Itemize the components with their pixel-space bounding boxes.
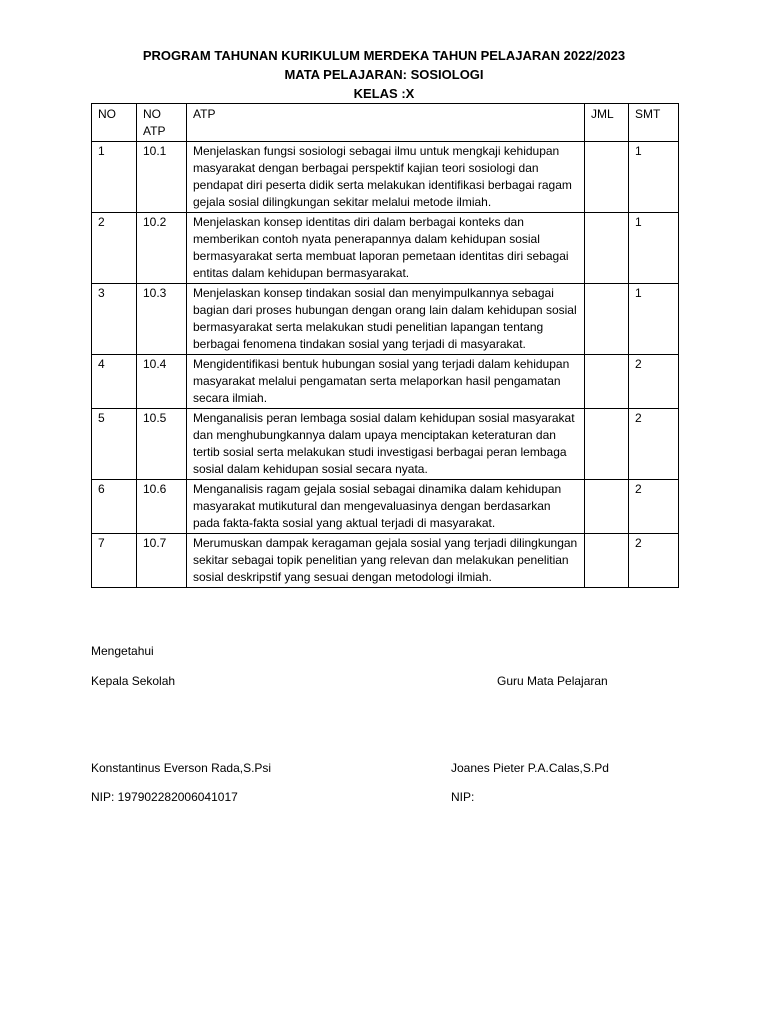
cell-no: 6: [92, 480, 137, 534]
class-title: KELAS :X: [353, 86, 415, 101]
cell-smt: 1: [629, 213, 679, 284]
atp-table: [91, 103, 679, 588]
cell-smt: 1: [629, 142, 679, 213]
cell-jml: [585, 284, 629, 355]
cell-smt: 1: [629, 284, 679, 355]
cell-jml: [585, 355, 629, 409]
cell-no: 5: [92, 409, 137, 480]
table-row: [92, 355, 679, 409]
cell-no: 7: [92, 534, 137, 588]
mengetahui-label: Mengetahui: [91, 644, 154, 658]
table-row: [92, 409, 679, 480]
cell-no: 4: [92, 355, 137, 409]
table-row: [92, 480, 679, 534]
subject-title: MATA PELAJARAN: SOSIOLOGI: [284, 67, 484, 82]
cell-atp: Menganalisis peran lembaga sosial dalam kehidupan sosial masyarakat dan menghubungkannya dalam upaya menciptakan keteraturan dan tertib sosial serta melakukan studi investigasi berbagai peran lembaga sosial dalam kehidupan sosial secara nyata.: [187, 409, 585, 480]
cell-no-atp: 10.2: [137, 213, 187, 284]
cell-atp: Menganalisis ragam gejala sosial sebagai dinamika dalam kehidupan masyarakat mutikutural dan mengevaluasinya dengan berdasarkan pada fakta-fakta sosial yang aktual terjadi di masyarakat.: [187, 480, 585, 534]
cell-atp: Mengidentifikasi bentuk hubungan sosial yang terjadi dalam kehidupan masyarakat melalui pengamatan serta melaporkan hasil pengamatan secara ilmiah.: [187, 355, 585, 409]
cell-atp: Menjelaskan konsep identitas diri dalam berbagai konteks dan memberikan contoh nyata penerapannya dalam kehidupan sosial bermasyarakat serta membuat laporan pemetaan identitas diri sebagai entitas dalam kehidupan bermasyarakat.: [187, 213, 585, 284]
cell-smt: 2: [629, 355, 679, 409]
program-title: PROGRAM TAHUNAN KURIKULUM MERDEKA TAHUN PELAJARAN 2022/2023: [142, 48, 626, 63]
cell-jml: [585, 480, 629, 534]
table-row: [92, 534, 679, 588]
cell-no-atp: 10.5: [137, 409, 187, 480]
cell-no-atp: 10.3: [137, 284, 187, 355]
cell-no: 2: [92, 213, 137, 284]
cell-atp: Menjelaskan fungsi sosiologi sebagai ilmu untuk mengkaji kehidupan masyarakat dengan berbagai perspektif kajian teori sosiologi dan pendapat diri peserta didik serta melakukan identifikasi berbagai ragam gejala sosial dilingkungan sekitar melalui metode ilmiah.: [187, 142, 585, 213]
cell-no: 1: [92, 142, 137, 213]
cell-no-atp: 10.6: [137, 480, 187, 534]
cell-smt: 2: [629, 480, 679, 534]
teacher-title: Guru Mata Pelajaran: [497, 674, 608, 688]
table-header-row: [92, 104, 679, 142]
principal-name: Konstantinus Everson Rada,S.Psi: [91, 761, 272, 775]
cell-no: 3: [92, 284, 137, 355]
teacher-name: Joanes Pieter P.A.Calas,S.Pd: [451, 761, 609, 775]
principal-nip: NIP: 197902282006041017: [91, 790, 238, 804]
col-header-smt: SMT: [629, 104, 679, 142]
cell-atp: Merumuskan dampak keragaman gejala sosial yang terjadi dilingkungan sekitar sebagai topik penelitian yang relevan dan melakukan penelitian sosial deskripstif yang sesuai dengan metodologi ilmiah.: [187, 534, 585, 588]
table-row: [92, 213, 679, 284]
cell-no-atp: 10.7: [137, 534, 187, 588]
col-header-no-atp: NO ATP: [137, 104, 187, 142]
col-header-atp: ATP: [187, 104, 585, 142]
teacher-nip: NIP:: [451, 790, 475, 804]
cell-jml: [585, 213, 629, 284]
cell-jml: [585, 534, 629, 588]
document-header: [0, 46, 768, 103]
cell-no-atp: 10.1: [137, 142, 187, 213]
table-row: [92, 142, 679, 213]
cell-smt: 2: [629, 409, 679, 480]
cell-smt: 2: [629, 534, 679, 588]
col-header-jml: JML: [585, 104, 629, 142]
cell-no-atp: 10.4: [137, 355, 187, 409]
cell-jml: [585, 409, 629, 480]
cell-atp: Menjelaskan konsep tindakan sosial dan menyimpulkannya sebagai bagian dari proses hubungan dengan orang lain dalam kehidupan sosial bermasyarakat serta melakukan studi penelitian lapangan tentang berbagai fenomena tindakan sosial yang terjadi di masyarakat.: [187, 284, 585, 355]
table-row: [92, 284, 679, 355]
cell-jml: [585, 142, 629, 213]
col-header-no: NO: [92, 104, 137, 142]
principal-title: Kepala Sekolah: [91, 674, 176, 688]
